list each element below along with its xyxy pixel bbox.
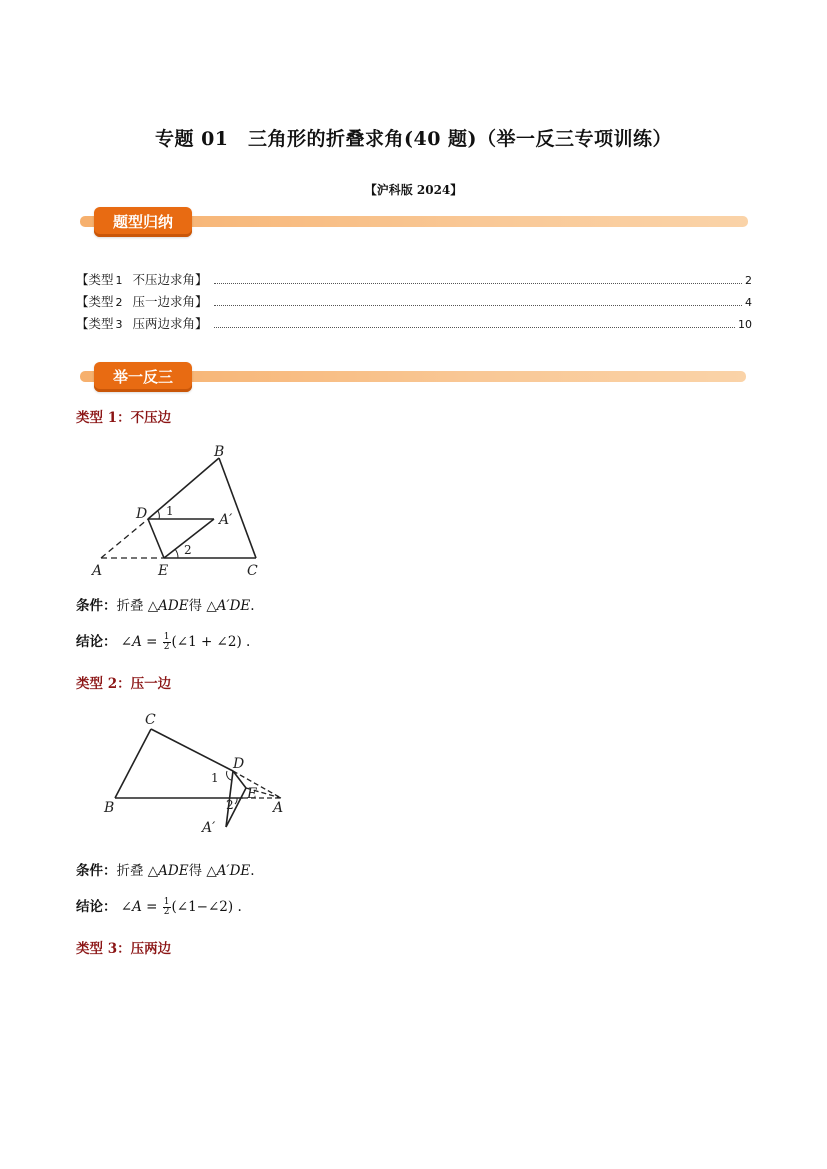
- toc-page: 10: [738, 318, 752, 331]
- type1-figure: [80, 438, 280, 580]
- type2-heading: 类型 2：压一边: [76, 676, 172, 692]
- toc-leader: [214, 327, 735, 328]
- toc-leader: [214, 305, 742, 306]
- toc-page: 4: [745, 296, 752, 309]
- toc-item-2[interactable]: 【类型 2 压一边求角】 4: [76, 294, 752, 309]
- label-E: E: [247, 786, 258, 802]
- label-A: A: [273, 800, 284, 816]
- fraction-one-half: $\frac{1}{2}$: [163, 632, 170, 652]
- edition-label: 【沪科版 2024】: [364, 183, 463, 197]
- label-B: B: [104, 800, 115, 816]
- page-title: 专题 01 三角形的折叠求角(40 题)（举一反三专项训练）: [154, 128, 673, 150]
- label-D: D: [136, 506, 148, 522]
- type2-condition: 条件：折叠 △ADE得 △A′DE.: [76, 863, 255, 879]
- type3-heading: 类型 3：压两边: [76, 941, 172, 957]
- type1-heading: 类型 1：不压边: [76, 410, 172, 426]
- label-D: D: [233, 756, 245, 772]
- type2-figure: [96, 705, 296, 840]
- label-angle-2: 2: [184, 543, 192, 557]
- toc-item-1[interactable]: 【类型 1 不压边求角】 2: [76, 272, 752, 287]
- toc-leader: [214, 283, 742, 284]
- label-C: C: [247, 563, 258, 579]
- toc-page: 2: [745, 274, 752, 287]
- type1-conclusion: 结论： ∠A = $\frac{1}{2}$ (∠1 + ∠2) .: [76, 632, 251, 652]
- section-tag-examples: 举一反三: [94, 362, 192, 392]
- label-A-prime: A′: [219, 512, 233, 528]
- label-A-prime: A′: [202, 820, 216, 836]
- fraction-one-half: $\frac{1}{2}$: [163, 897, 170, 917]
- type1-condition: 条件：折叠 △ADE得 △A′DE.: [76, 598, 255, 614]
- type2-conclusion: 结论： ∠A = $\frac{1}{2}$ (∠1−∠2) .: [76, 897, 242, 917]
- label-A: A: [92, 563, 103, 579]
- label-angle-1: 1: [211, 771, 219, 785]
- label-E: E: [158, 563, 169, 579]
- label-angle-2: 2: [226, 798, 234, 812]
- section-tag-summary: 题型归纳: [94, 207, 192, 237]
- label-angle-1: 1: [166, 504, 174, 518]
- label-C: C: [145, 712, 156, 728]
- label-B: B: [214, 444, 225, 460]
- toc-item-3[interactable]: 【类型 3 压两边求角】 10: [76, 316, 752, 331]
